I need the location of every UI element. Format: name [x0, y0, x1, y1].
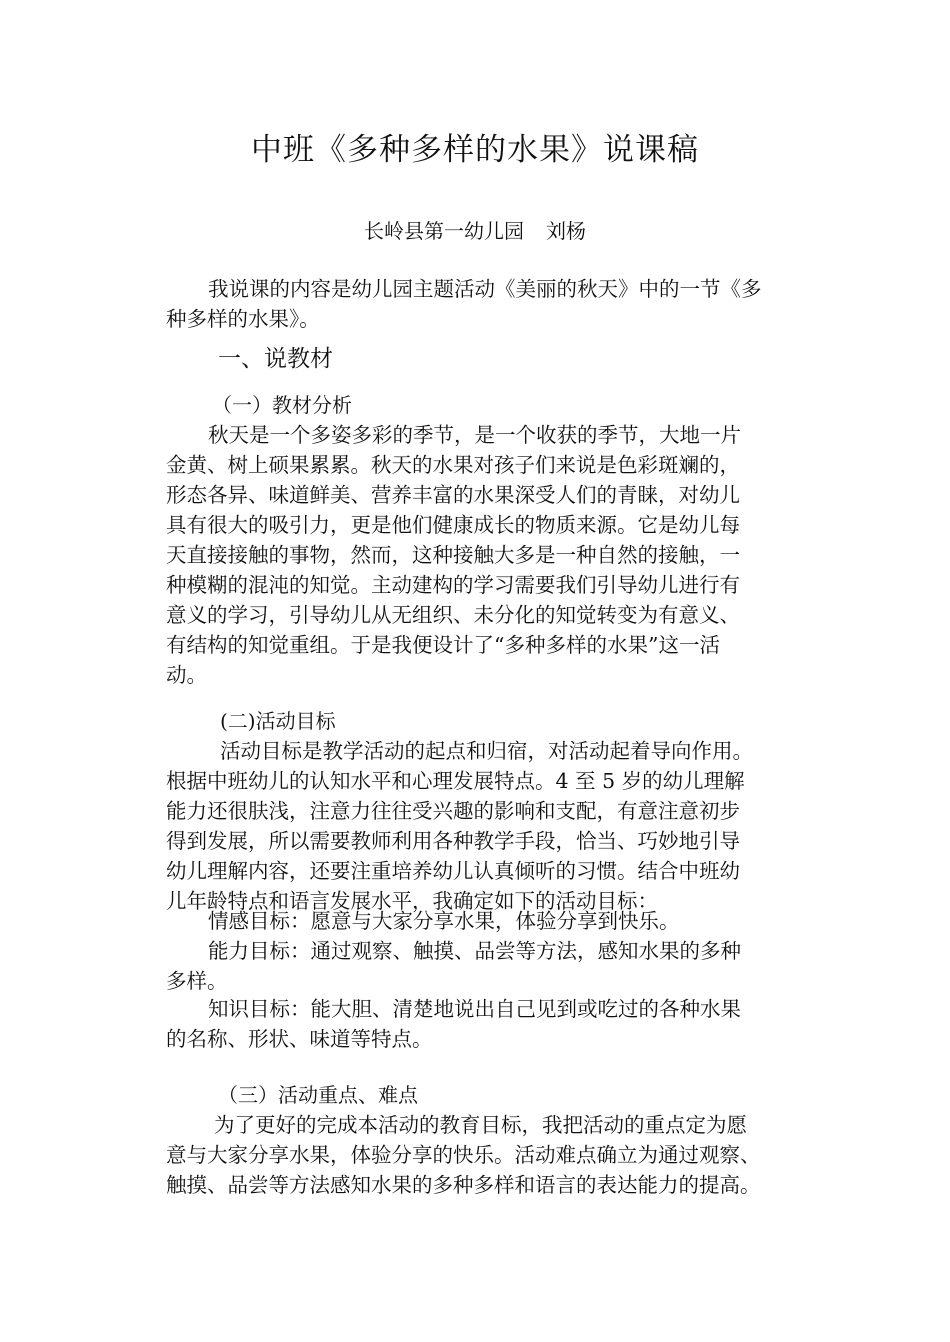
goals-line: 得到发展，所以需要教师利用各种教学手段，恰当、巧妙地引导 — [166, 829, 740, 853]
subsection-heading-analysis: （一）教材分析 — [212, 393, 352, 417]
analysis-line: 天直接接触的事物，然而，这种接触大多是一种自然的接触，一 — [166, 543, 740, 567]
focus-paragraph — [166, 1110, 786, 1200]
goals-paragraph — [166, 736, 786, 916]
goals-line: 活动目标是教学活动的起点和归宿，对活动起着导向作用。 — [220, 739, 753, 763]
subsection-heading-focus: （三）活动重点、难点 — [218, 1083, 418, 1107]
goal-ability — [166, 936, 786, 996]
author-line — [0, 216, 950, 246]
section-heading-textbook: 一、说教材 — [218, 346, 333, 372]
analysis-line: 有结构的知觉重组。于是我便设计了“多种多样的水果”这一活 — [166, 633, 720, 657]
goal-emotion-line: 情感目标：愿意与大家分享水果，体验分享到快乐。 — [208, 909, 680, 933]
analysis-line: 动。 — [166, 663, 207, 687]
analysis-line: 具有很大的吸引力，更是他们健康成长的物质来源。它是幼儿每 — [166, 513, 740, 537]
goal-ability-line: 多样。 — [166, 969, 228, 993]
analysis-line: 秋天是一个多姿多彩的季节，是一个收获的季节，大地一片 — [208, 423, 741, 447]
analysis-line: 形态各异、味道鲜美、营养丰富的水果深受人们的青睐，对幼儿 — [166, 483, 740, 507]
analysis-paragraph — [166, 420, 786, 690]
analysis-line: 意义的学习，引导幼儿从无组织、未分化的知觉转变为有意义、 — [166, 603, 740, 627]
goal-knowledge-line: 的名称、形状、味道等特点。 — [166, 1027, 433, 1051]
focus-line: 为了更好的完成本活动的教育目标，我把活动的重点定为愿 — [214, 1113, 747, 1137]
goals-line: 能力还很肤浅，注意力往往受兴趣的影响和支配，有意注意初步 — [166, 799, 740, 823]
goal-emotion — [166, 906, 786, 936]
document-title: 中班《多种多样的水果》说课稿 — [251, 132, 699, 168]
focus-line: 意与大家分享水果，体验分享的快乐。活动难点确立为通过观察、 — [166, 1143, 761, 1167]
intro-line-2: 种多样的水果》。 — [166, 307, 320, 331]
goals-line: 幼儿理解内容，还要注重培养幼儿认真倾听的习惯。结合中班幼 — [166, 859, 740, 883]
subsection-heading-goals: (二)活动目标 — [220, 709, 336, 733]
goals-line: 儿年龄特点和语言发展水平，我确定如下的活动目标： — [166, 889, 658, 913]
goal-knowledge — [166, 994, 786, 1054]
focus-line: 触摸、品尝等方法感知水果的多种多样和语言的表达能力的提高。 — [166, 1173, 761, 1197]
intro-paragraph — [166, 274, 786, 334]
author-school: 长岭县第一幼儿园 — [364, 219, 524, 243]
goal-ability-line: 能力目标：通过观察、触摸、品尝等方法，感知水果的多种 — [208, 939, 741, 963]
analysis-line: 金黄、树上硕果累累。秋天的水果对孩子们来说是色彩斑斓的， — [166, 453, 740, 477]
goals-line: 根据中班幼儿的认知水平和心理发展特点。4 至 5 岁的幼儿理解 — [166, 769, 745, 793]
intro-line-1: 我说课的内容是幼儿园主题活动《美丽的秋天》中的一节《多 — [208, 277, 762, 301]
analysis-line: 种模糊的混沌的知觉。主动建构的学习需要我们引导幼儿进行有 — [166, 573, 740, 597]
goal-knowledge-line: 知识目标：能大胆、清楚地说出自己见到或吃过的各种水果 — [208, 997, 741, 1021]
author-name: 刘杨 — [546, 219, 586, 243]
